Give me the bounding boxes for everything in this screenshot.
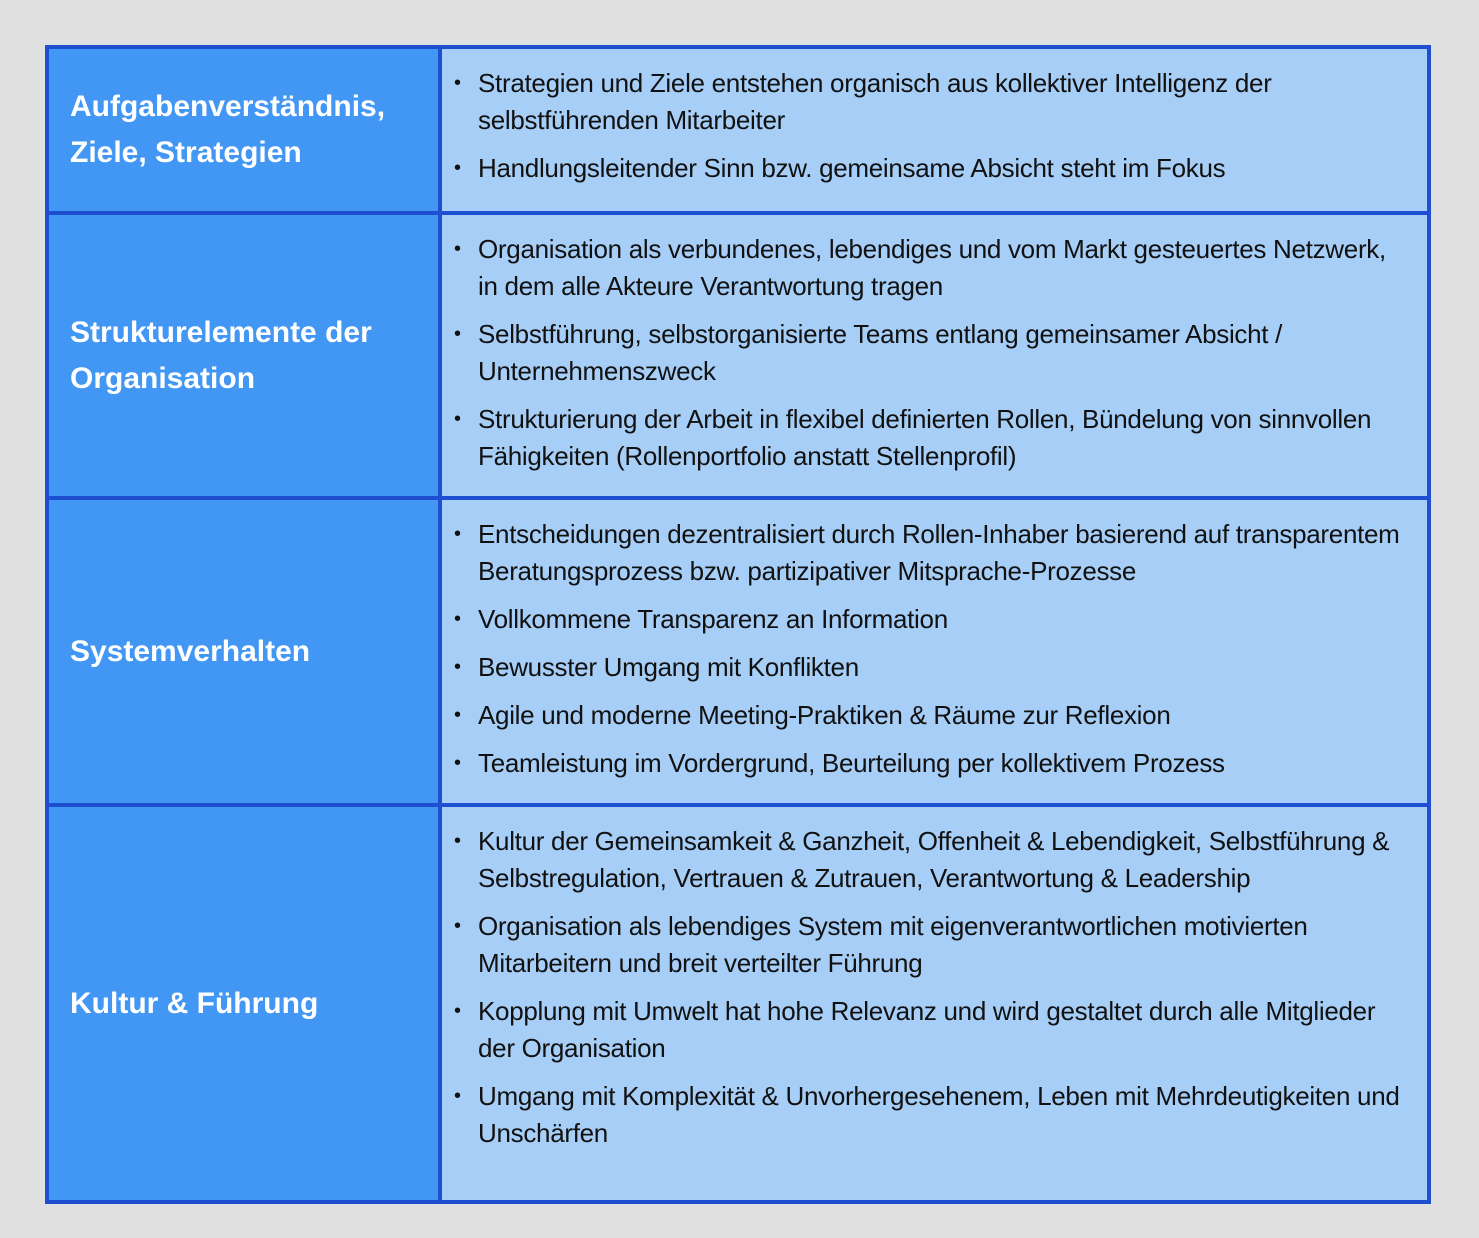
list-item: • Organisation als lebendiges System mit eigenverantwortlichen motivierten Mitarbeitern und breit verteilter Führung [452,908,1407,982]
table-row-systemverhalten [49,496,1427,803]
list-item: • Strukturierung der Arbeit in flexibel definierten Rollen, Bündelung von sinnvollen Fähigkeiten (Rollenportfolio anstatt Stellenprofil) [452,401,1407,475]
list-item: • Kopplung mit Umwelt hat hohe Relevanz und wird gestaltet durch alle Mitglieder der Organisation [452,993,1407,1067]
bullet-list [452,823,1407,1152]
bullet-icon: • [454,752,461,774]
list-item: • Selbstführung, selbstorganisierte Teams entlang gemeinsamer Absicht / Unternehmenszweck [452,316,1407,390]
table-row-aufgabenverstaendnis [49,49,1427,211]
row-label: Aufgabenverständnis, Ziele, Strategien [49,49,442,211]
bullet-icon: • [454,238,461,260]
bullet-icon: • [454,523,461,545]
row-label: Strukturelemente der Organisation [49,215,442,496]
bullet-icon: • [454,323,461,345]
row-content [442,215,1427,496]
bullet-icon: • [454,830,461,852]
list-item: • Agile und moderne Meeting-Praktiken & Räume zur Reflexion [452,697,1407,734]
list-item: • Umgang mit Komplexität & Unvorhergesehenem, Leben mit Mehrdeutigkeiten und Unschärfen [452,1078,1407,1152]
table-row-strukturelemente [49,211,1427,496]
list-item: • Strategien und Ziele entstehen organisch aus kollektiver Intelligenz der selbstführenden Mitarbeiter [452,65,1407,139]
bullet-icon: • [454,656,461,678]
row-content [442,49,1427,211]
table-row-kultur-fuehrung [49,803,1427,1200]
row-content [442,500,1427,803]
row-label: Systemverhalten [49,500,442,803]
bullet-list [452,231,1407,475]
bullet-icon: • [454,608,461,630]
bullet-icon: • [454,72,461,94]
list-item: • Handlungsleitender Sinn bzw. gemeinsame Absicht steht im Fokus [452,150,1407,187]
bullet-icon: • [454,704,461,726]
row-label: Kultur & Führung [49,807,442,1200]
bullet-icon: • [454,157,461,179]
characteristics-table [45,45,1431,1204]
list-item: • Organisation als verbundenes, lebendiges und vom Markt gesteuertes Netzwerk, in dem alle Akteure Verantwortung tragen [452,231,1407,305]
list-item: • Bewusster Umgang mit Konflikten [452,649,1407,686]
bullet-icon: • [454,1085,461,1107]
bullet-icon: • [454,1000,461,1022]
bullet-list [452,516,1407,782]
list-item: • Vollkommene Transparenz an Information [452,601,1407,638]
row-content [442,807,1427,1200]
list-item: • Kultur der Gemeinsamkeit & Ganzheit, Offenheit & Lebendigkeit, Selbstführung & Selbstregulation, Vertrauen & Zutrauen, Verantwortung & Leadership [452,823,1407,897]
bullet-list [452,65,1407,187]
list-item: • Teamleistung im Vordergrund, Beurteilung per kollektivem Prozess [452,745,1407,782]
bullet-icon: • [454,408,461,430]
list-item: • Entscheidungen dezentralisiert durch Rollen-Inhaber basierend auf transparentem Beratungsprozess bzw. partizipativer Mitsprache-Prozesse [452,516,1407,590]
bullet-icon: • [454,915,461,937]
